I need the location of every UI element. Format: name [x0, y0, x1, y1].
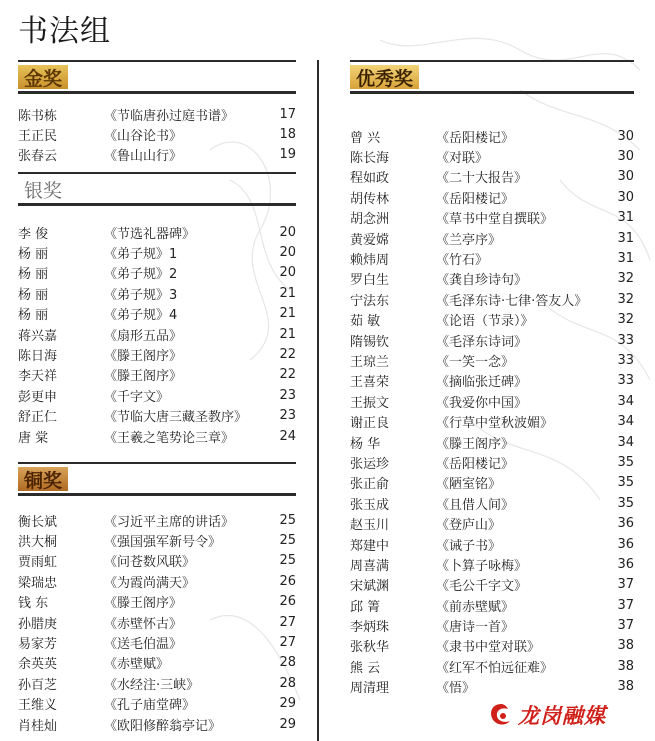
list-item — [18, 124, 296, 144]
entrant-name: 茹 敏 — [350, 314, 381, 330]
list-item — [18, 283, 296, 303]
work-title: 《隶书中堂对联》 — [436, 640, 541, 656]
entrant-name: 张春云 — [18, 149, 58, 165]
page-number: 22 — [279, 367, 296, 383]
header-rule — [350, 60, 634, 62]
work-title: 《唐诗一首》 — [436, 620, 515, 636]
work-title: 《红军不怕远征难》 — [436, 660, 554, 676]
entrant-name: 黄爱嫦 — [350, 232, 390, 248]
bronze-section — [18, 462, 296, 734]
logo-text: 龙岗融媒 — [518, 704, 606, 728]
list-item — [350, 595, 634, 615]
gold-label: 金奖 — [18, 65, 68, 89]
page-number: 25 — [279, 533, 296, 549]
entrant-name: 陈长海 — [350, 151, 390, 167]
page-number: 23 — [279, 408, 296, 424]
work-title: 《竹石》 — [436, 253, 489, 269]
page-number: 37 — [617, 577, 634, 593]
page-number: 31 — [617, 251, 634, 267]
work-title: 《习近平主席的讲话》 — [104, 514, 235, 530]
silver-list — [18, 222, 296, 446]
page-number: 20 — [279, 224, 296, 240]
list-item — [350, 167, 634, 187]
page-number: 24 — [279, 428, 296, 444]
entrant-name: 舒正仁 — [18, 410, 58, 426]
entrant-name: 王正民 — [18, 129, 58, 145]
work-title: 《龚自珍诗句》 — [436, 273, 528, 289]
page-number: 33 — [617, 373, 634, 389]
page-number: 35 — [617, 454, 634, 470]
page-number: 28 — [279, 675, 296, 691]
page-number: 17 — [279, 106, 296, 122]
list-item — [18, 530, 296, 550]
page-number: 20 — [279, 245, 296, 261]
list-item — [18, 694, 296, 714]
page-number: 34 — [617, 414, 634, 430]
entrant-name: 王维义 — [18, 698, 58, 714]
work-title: 《鲁山山行》 — [104, 149, 183, 165]
entrant-name: 唐 棠 — [18, 430, 49, 446]
list-item — [18, 426, 296, 446]
work-title: 《悟》 — [436, 681, 476, 697]
work-title: 《岳阳楼记》 — [436, 191, 515, 207]
entrant-name: 贾雨虹 — [18, 555, 58, 571]
work-title: 《为霞尚满天》 — [104, 575, 196, 591]
entrant-name: 曾 兴 — [350, 130, 381, 146]
work-title: 《兰亭序》 — [436, 232, 502, 248]
work-title: 《登庐山》 — [436, 518, 502, 534]
list-item — [18, 145, 296, 165]
media-logo — [488, 700, 606, 730]
page-number: 32 — [617, 291, 634, 307]
page-number: 19 — [279, 147, 296, 163]
bronze-header — [18, 462, 296, 496]
list-item — [350, 330, 634, 350]
header-rule — [18, 91, 296, 94]
work-title: 《节临唐孙过庭书谱》 — [104, 108, 235, 124]
page-number: 25 — [279, 553, 296, 569]
work-title: 《诫子书》 — [436, 538, 502, 554]
list-item — [350, 187, 634, 207]
entrant-name: 李 俊 — [18, 226, 49, 242]
entrant-name: 张运珍 — [350, 456, 390, 472]
page-number: 27 — [279, 635, 296, 651]
page-number: 18 — [279, 127, 296, 143]
header-rule — [18, 172, 296, 174]
page-number: 33 — [617, 332, 634, 348]
page-number: 21 — [279, 326, 296, 342]
list-item — [350, 513, 634, 533]
entrant-name: 邱 箐 — [350, 599, 381, 615]
work-title: 《毛泽东诗·七律·答友人》 — [436, 293, 588, 309]
page-number: 38 — [617, 658, 634, 674]
list-item — [350, 473, 634, 493]
gold-section — [18, 60, 296, 165]
column-divider — [317, 60, 319, 741]
entrant-name: 彭更申 — [18, 389, 58, 405]
entrant-name: 张玉成 — [350, 497, 390, 513]
list-item — [350, 228, 634, 248]
work-title: 《二十大报告》 — [436, 171, 528, 187]
work-title: 《欧阳修醉翁亭记》 — [104, 718, 222, 734]
list-item — [350, 146, 634, 166]
entrant-name: 陈日海 — [18, 349, 58, 365]
list-item — [18, 222, 296, 242]
list-item — [18, 324, 296, 344]
list-item — [18, 673, 296, 693]
gold-header — [18, 60, 296, 94]
list-item — [350, 310, 634, 330]
list-item — [350, 677, 634, 697]
page-number: 23 — [279, 387, 296, 403]
work-title: 《赤壁怀古》 — [104, 616, 183, 632]
entrant-name: 张正俞 — [350, 477, 390, 493]
entrant-name: 杨 丽 — [18, 267, 49, 283]
list-item — [350, 350, 634, 370]
page-number: 36 — [617, 536, 634, 552]
work-title: 《强国强军新号令》 — [104, 535, 222, 551]
work-title: 《对联》 — [436, 151, 489, 167]
work-title: 《卜算子咏梅》 — [436, 558, 528, 574]
entrant-name: 孙腊庚 — [18, 616, 58, 632]
page-number: 32 — [617, 271, 634, 287]
work-title: 《且借人间》 — [436, 497, 515, 513]
entrant-name: 杨 丽 — [18, 247, 49, 263]
list-item — [18, 385, 296, 405]
header-rule — [18, 60, 296, 62]
merit-header — [350, 60, 634, 94]
work-title: 《弟子规》4 — [104, 308, 178, 324]
page-number: 30 — [617, 189, 634, 205]
work-title: 《水经注·三峡》 — [104, 677, 200, 693]
work-title: 《送毛伯温》 — [104, 637, 183, 653]
list-item — [350, 615, 634, 635]
page-number: 36 — [617, 516, 634, 532]
entrant-name: 梁瑞忠 — [18, 575, 58, 591]
page-number: 22 — [279, 347, 296, 363]
merit-label: 优秀奖 — [350, 65, 419, 89]
header-rule — [18, 462, 296, 464]
entrant-name: 易家芳 — [18, 637, 58, 653]
entrant-name: 杨 丽 — [18, 287, 49, 303]
entrant-name: 郑建中 — [350, 538, 390, 554]
page-number: 33 — [617, 352, 634, 368]
page-number: 29 — [279, 716, 296, 732]
entrant-name: 胡传林 — [350, 191, 390, 207]
entrant-name: 余英英 — [18, 657, 58, 673]
work-title: 《问苍数风联》 — [104, 555, 196, 571]
work-title: 《前赤壁赋》 — [436, 599, 515, 615]
work-title: 《赤壁赋》 — [104, 657, 170, 673]
entrant-name: 张秋华 — [350, 640, 390, 656]
list-item — [18, 104, 296, 124]
entrant-name: 杨 华 — [350, 436, 381, 452]
work-title: 《陋室铭》 — [436, 477, 502, 493]
page-number: 38 — [617, 679, 634, 695]
entrant-name: 孙百芝 — [18, 677, 58, 693]
list-item — [350, 636, 634, 656]
list-item — [18, 304, 296, 324]
page-number: 37 — [617, 618, 634, 634]
work-title: 《我爱你中国》 — [436, 395, 528, 411]
bronze-label: 铜奖 — [18, 467, 68, 491]
list-item — [18, 571, 296, 591]
list-item — [18, 632, 296, 652]
merit-list — [350, 126, 634, 697]
work-title: 《弟子规》2 — [104, 267, 178, 283]
work-title: 《扇形五品》 — [104, 328, 183, 344]
list-item — [18, 242, 296, 262]
list-item — [350, 411, 634, 431]
logo-swirl-icon — [488, 702, 514, 728]
work-title: 《滕王阁序》 — [104, 349, 183, 365]
list-item — [350, 534, 634, 554]
page-number: 34 — [617, 393, 634, 409]
entrant-name: 周清理 — [350, 681, 390, 697]
entrant-name: 谢正良 — [350, 416, 390, 432]
list-item — [350, 656, 634, 676]
work-title: 《毛泽东诗词》 — [436, 334, 528, 350]
list-item — [18, 263, 296, 283]
work-title: 《节临大唐三藏圣教序》 — [104, 410, 248, 426]
list-item — [350, 126, 634, 146]
list-item — [350, 575, 634, 595]
silver-section — [18, 172, 296, 446]
work-title: 《毛公千字文》 — [436, 579, 528, 595]
header-rule — [18, 493, 296, 496]
page-number: 31 — [617, 210, 634, 226]
page-number: 26 — [279, 573, 296, 589]
header-rule — [350, 91, 634, 94]
entrant-name: 周喜满 — [350, 558, 390, 574]
entrant-name: 隋锡钦 — [350, 334, 390, 350]
page-number: 34 — [617, 434, 634, 450]
list-item — [350, 371, 634, 391]
page-number: 21 — [279, 285, 296, 301]
list-item — [18, 365, 296, 385]
entrant-name: 陈书栋 — [18, 108, 58, 124]
work-title: 《行草中堂秋波媚》 — [436, 416, 554, 432]
page-number: 21 — [279, 306, 296, 322]
list-item — [18, 406, 296, 426]
entrant-name: 肖桂灿 — [18, 718, 58, 734]
page-title: 书法组 — [18, 14, 111, 49]
silver-label: 银奖 — [24, 179, 63, 202]
entrant-name: 胡念洲 — [350, 212, 390, 228]
list-item — [350, 208, 634, 228]
work-title: 《孔子庙堂碑》 — [104, 698, 196, 714]
page-number: 29 — [279, 696, 296, 712]
list-item — [350, 289, 634, 309]
page-number: 25 — [279, 512, 296, 528]
list-item — [350, 432, 634, 452]
page-number: 32 — [617, 312, 634, 328]
merit-section — [350, 60, 634, 697]
list-item — [18, 714, 296, 734]
work-title: 《节选礼器碑》 — [104, 226, 196, 242]
list-item — [350, 452, 634, 472]
entrant-name: 蒋兴嘉 — [18, 328, 58, 344]
page-number: 30 — [617, 169, 634, 185]
list-item — [18, 551, 296, 571]
entrant-name: 王喜荣 — [350, 375, 390, 391]
work-title: 《王羲之笔势论三章》 — [104, 430, 235, 446]
work-title: 《岳阳楼记》 — [436, 130, 515, 146]
work-title: 《滕王阁序》 — [104, 596, 183, 612]
work-title: 《滕王阁序》 — [436, 436, 515, 452]
list-item — [350, 554, 634, 574]
entrant-name: 李天祥 — [18, 369, 58, 385]
entrant-name: 宋斌渊 — [350, 579, 390, 595]
page-number: 35 — [617, 475, 634, 491]
list-item — [18, 344, 296, 364]
page-number: 31 — [617, 230, 634, 246]
work-title: 《草书中堂自撰联》 — [436, 212, 554, 228]
page-number: 20 — [279, 265, 296, 281]
work-title: 《弟子规》3 — [104, 287, 178, 303]
entrant-name: 程如政 — [350, 171, 390, 187]
entrant-name: 王振文 — [350, 395, 390, 411]
list-item — [18, 612, 296, 632]
work-title: 《弟子规》1 — [104, 247, 178, 263]
entrant-name: 杨 丽 — [18, 308, 49, 324]
entrant-name: 李炳珠 — [350, 620, 390, 636]
entrant-name: 衡长斌 — [18, 514, 58, 530]
list-item — [350, 269, 634, 289]
page-number: 35 — [617, 495, 634, 511]
entrant-name: 赵玉川 — [350, 518, 390, 534]
work-title: 《千字文》 — [104, 389, 170, 405]
silver-header — [18, 172, 296, 206]
list-item — [18, 653, 296, 673]
work-title: 《岳阳楼记》 — [436, 456, 515, 472]
list-item — [350, 391, 634, 411]
entrant-name: 熊 云 — [350, 660, 381, 676]
header-rule — [18, 203, 296, 206]
entrant-name: 洪大桐 — [18, 535, 58, 551]
page-number: 28 — [279, 655, 296, 671]
page-number: 30 — [617, 149, 634, 165]
list-item — [350, 493, 634, 513]
entrant-name: 宁法东 — [350, 293, 390, 309]
work-title: 《一笑一念》 — [436, 354, 515, 370]
work-title: 《论语（节录）》 — [436, 314, 534, 330]
page-number: 26 — [279, 594, 296, 610]
entrant-name: 钱 东 — [18, 596, 49, 612]
list-item — [18, 592, 296, 612]
page-number: 27 — [279, 614, 296, 630]
entrant-name: 赖炜周 — [350, 253, 390, 269]
work-title: 《滕王阁序》 — [104, 369, 183, 385]
work-title: 《摘临张迁碑》 — [436, 375, 528, 391]
page-number: 38 — [617, 638, 634, 654]
page-number: 30 — [617, 128, 634, 144]
entrant-name: 王琼兰 — [350, 354, 390, 370]
page-number: 37 — [617, 597, 634, 613]
work-title: 《山谷论书》 — [104, 129, 183, 145]
entrant-name: 罗白生 — [350, 273, 390, 289]
bronze-list — [18, 510, 296, 734]
gold-list — [18, 104, 296, 165]
page-number: 36 — [617, 556, 634, 572]
list-item — [350, 248, 634, 268]
list-item — [18, 510, 296, 530]
